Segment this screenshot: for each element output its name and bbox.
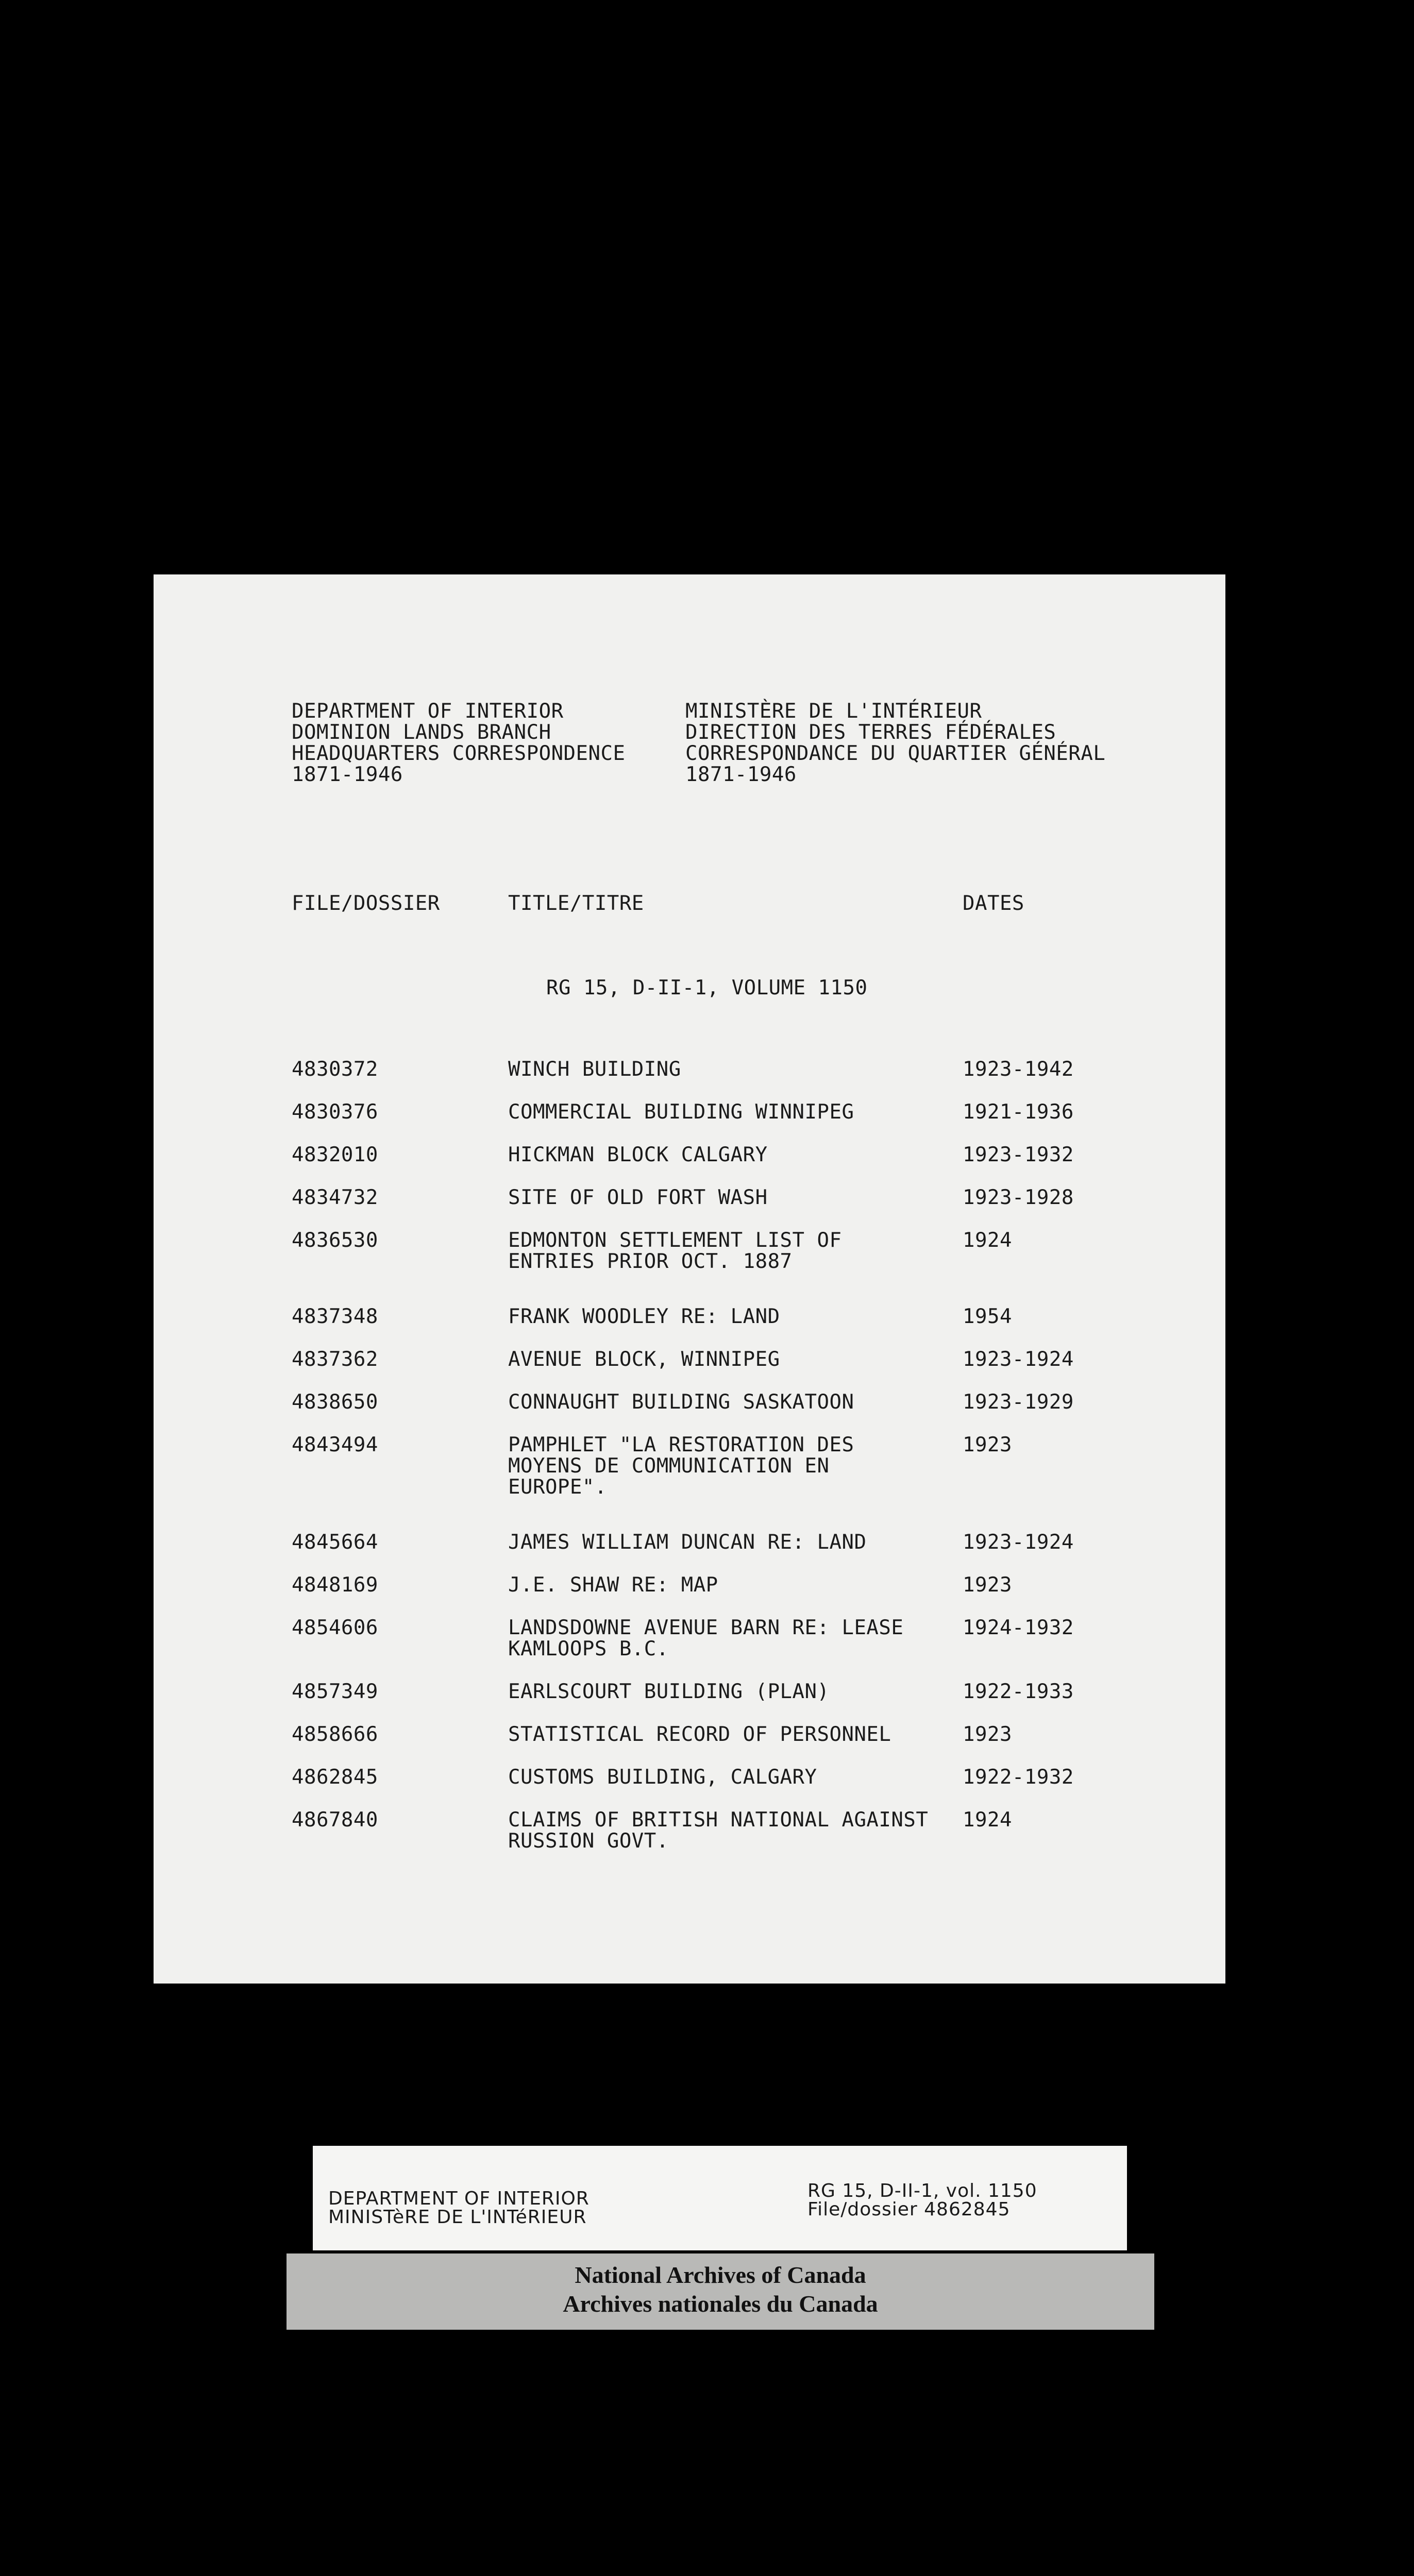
file-number: 4854606 bbox=[292, 1616, 378, 1639]
file-number: 4862845 bbox=[292, 1766, 378, 1789]
file-title: EDMONTON SETTLEMENT LIST OF ENTRIES PRIOR OCT. 1887 bbox=[508, 1229, 842, 1273]
file-dates: 1922-1933 bbox=[963, 1680, 1074, 1703]
file-dates: 1923 bbox=[963, 1573, 1012, 1597]
file-title: STATISTICAL RECORD OF PERSONNEL bbox=[508, 1723, 891, 1746]
banner-french: Archives nationales du Canada bbox=[563, 2291, 878, 2317]
file-number: 4830372 bbox=[292, 1058, 378, 1081]
file-number: 4838650 bbox=[292, 1391, 378, 1414]
file-dates: 1923 bbox=[963, 1723, 1012, 1746]
file-title: PAMPHLET "LA RESTORATION DES MOYENS DE COMMUNICATION EN EUROPE". bbox=[508, 1433, 854, 1499]
file-title: WINCH BUILDING bbox=[508, 1058, 681, 1081]
column-header-title: TITLE/TITRE bbox=[508, 892, 644, 915]
file-dates: 1923-1928 bbox=[963, 1186, 1074, 1209]
file-dates: 1923-1932 bbox=[963, 1143, 1074, 1166]
file-number: 4830376 bbox=[292, 1100, 378, 1124]
volume-heading: RG 15, D-II-1, VOLUME 1150 bbox=[546, 976, 868, 999]
file-title: COMMERCIAL BUILDING WINNIPEG bbox=[508, 1100, 854, 1124]
file-title: CUSTOMS BUILDING, CALGARY bbox=[508, 1766, 817, 1789]
file-number: 4848169 bbox=[292, 1573, 378, 1597]
file-number: 4834732 bbox=[292, 1186, 378, 1209]
column-header-dates: DATES bbox=[963, 892, 1024, 915]
column-header-file: FILE/DOSSIER bbox=[292, 892, 440, 915]
file-title: CLAIMS OF BRITISH NATIONAL AGAINST RUSSION GOVT. bbox=[508, 1808, 929, 1853]
header-english: DEPARTMENT OF INTERIOR DOMINION LANDS BRANCH HEADQUARTERS CORRESPONDENCE 1871-1946 bbox=[292, 700, 626, 786]
label-department: DEPARTMENT OF INTERIOR MINISTèRE DE L'INTéRIEUR bbox=[328, 2188, 590, 2228]
file-number: 4857349 bbox=[292, 1680, 378, 1703]
file-title: J.E. SHAW RE: MAP bbox=[508, 1573, 718, 1597]
header-french: MINISTÈRE DE L'INTÉRIEUR DIRECTION DES TERRES FÉDÉRALES CORRESPONDANCE DU QUARTIER GÉNÉRAL 1871-1946 bbox=[685, 700, 1106, 786]
file-dates: 1924-1932 bbox=[963, 1616, 1074, 1639]
file-title: FRANK WOODLEY RE: LAND bbox=[508, 1305, 780, 1328]
file-dates: 1921-1936 bbox=[963, 1100, 1074, 1124]
file-dates: 1954 bbox=[963, 1305, 1012, 1328]
file-title: JAMES WILLIAM DUNCAN RE: LAND bbox=[508, 1531, 867, 1554]
file-dates: 1923 bbox=[963, 1433, 1012, 1456]
file-dates: 1924 bbox=[963, 1808, 1012, 1832]
file-number: 4832010 bbox=[292, 1143, 378, 1166]
banner-english: National Archives of Canada bbox=[575, 2262, 866, 2288]
file-number: 4843494 bbox=[292, 1433, 378, 1456]
file-dates: 1924 bbox=[963, 1229, 1012, 1252]
document-page bbox=[154, 574, 1225, 1984]
file-dates: 1923-1929 bbox=[963, 1391, 1074, 1414]
file-title: LANDSDOWNE AVENUE BARN RE: LEASE KAMLOOPS B.C. bbox=[508, 1616, 904, 1660]
file-number: 4836530 bbox=[292, 1229, 378, 1252]
file-number: 4845664 bbox=[292, 1531, 378, 1554]
file-dates: 1922-1932 bbox=[963, 1766, 1074, 1789]
file-number: 4858666 bbox=[292, 1723, 378, 1746]
file-title: AVENUE BLOCK, WINNIPEG bbox=[508, 1348, 780, 1371]
file-title: CONNAUGHT BUILDING SASKATOON bbox=[508, 1391, 854, 1414]
file-dates: 1923-1924 bbox=[963, 1531, 1074, 1554]
archives-banner bbox=[287, 2253, 1154, 2330]
file-dates: 1923-1942 bbox=[963, 1058, 1074, 1081]
file-number: 4837348 bbox=[292, 1305, 378, 1328]
label-reference: RG 15, D-II-1, vol. 1150 File/dossier 4862845 bbox=[807, 2180, 1037, 2220]
file-title: HICKMAN BLOCK CALGARY bbox=[508, 1143, 768, 1166]
file-dates: 1923-1924 bbox=[963, 1348, 1074, 1371]
file-title: SITE OF OLD FORT WASH bbox=[508, 1186, 768, 1209]
microfilm-label bbox=[313, 2146, 1127, 2250]
file-number: 4867840 bbox=[292, 1808, 378, 1832]
file-title: EARLSCOURT BUILDING (PLAN) bbox=[508, 1680, 830, 1703]
file-number: 4837362 bbox=[292, 1348, 378, 1371]
arrow-pointer-icon bbox=[0, 1153, 122, 1208]
